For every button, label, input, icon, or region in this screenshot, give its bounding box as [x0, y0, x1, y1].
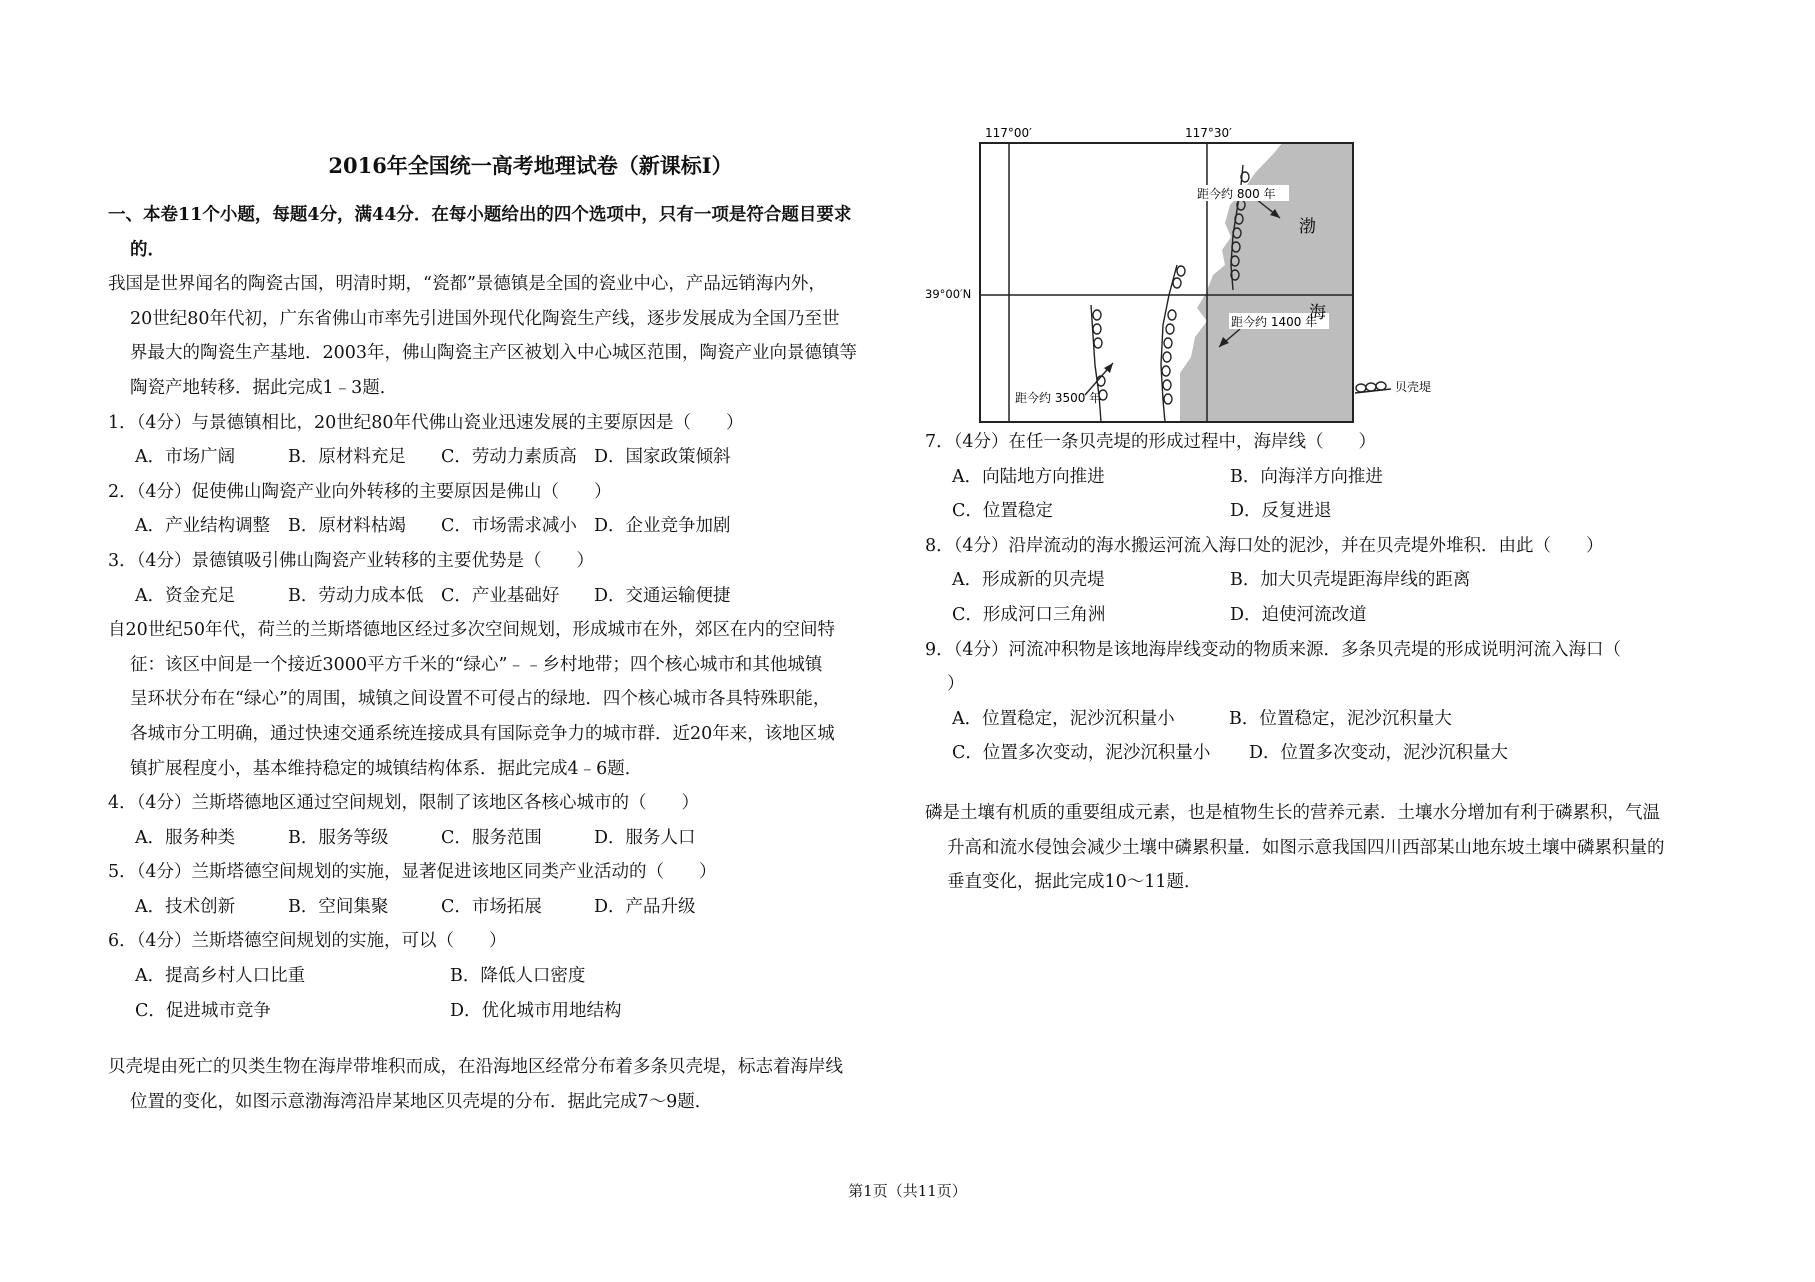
label-800: 距今约 800 年	[1197, 187, 1276, 201]
question-stem: 6．（4分）兰斯塔德空间规划的实施，可以（ ）	[108, 931, 507, 952]
option-c: C．市场需求减小	[441, 516, 577, 537]
option-d: D．产品升级	[594, 896, 696, 917]
option-c: C．形成河口三角洲	[952, 604, 1106, 625]
option-a: A．资金充足	[135, 585, 236, 606]
option-b: B．服务等级	[288, 827, 389, 848]
legend-shell	[1356, 384, 1366, 392]
passage-line: 垂直变化，据此完成10～11题．	[947, 872, 1202, 893]
question-8	[925, 529, 1730, 633]
question-6	[108, 924, 913, 1028]
option-c: C．促进城市竞争	[135, 1000, 271, 1021]
right-column	[925, 125, 1730, 900]
option-d: D．反复进退	[1230, 501, 1332, 522]
question-stem: 4．（4分）兰斯塔德地区通过空间规划，限制了该地区各核心城市的（ ）	[108, 793, 700, 814]
shell-ridge-map	[925, 125, 1432, 425]
ridge-1400-shell	[1162, 366, 1170, 376]
question-stem: 9．（4分）河流冲积物是该地海岸线变动的物质来源．多条贝壳堤的形成说明河流入海口（	[925, 639, 1622, 660]
option-c: C．市场拓展	[441, 896, 542, 917]
option-b: B．位置稳定，泥沙沉积量大	[1229, 708, 1452, 729]
legend-shell	[1366, 383, 1376, 391]
passage-line: 升高和流水侵蚀会减少土壤中磷累积量．如图示意我国四川西部某山地东坡土壤中磷累积量的	[947, 837, 1665, 858]
question-stem-cont: ）	[947, 674, 965, 695]
legend-symbol	[1355, 382, 1391, 393]
passage-line: 自20世纪50年代，荷兰的兰斯塔德地区经过多次空间规划，形成城市在外，郊区在内的空间特	[108, 620, 836, 641]
question-9	[925, 633, 1730, 771]
question-1	[108, 406, 913, 475]
option-c: C．位置稳定	[952, 501, 1053, 522]
passage-line: 我国是世界闻名的陶瓷古国，明清时期，“瓷都”景德镇是全国的瓷业中心，产品远销海内外，	[108, 274, 826, 295]
passage-2	[108, 613, 913, 786]
option-b: B．降低人口密度	[450, 966, 586, 987]
ridge-3500-shell	[1093, 324, 1101, 334]
ridge-1400-shell	[1173, 278, 1181, 288]
option-b: B．向海洋方向推进	[1230, 466, 1383, 487]
label-3500: 距今约 3500 年	[1015, 391, 1102, 405]
question-stem: 2．（4分）促使佛山陶瓷产业向外转移的主要原因是佛山（ ）	[108, 481, 612, 502]
passage-line: 20世纪80年代初，广东省佛山市率先引进国外现代化陶瓷生产线，逐步发展成为全国乃至世	[130, 308, 840, 329]
option-d: D．优化城市用地结构	[450, 1000, 622, 1021]
question-stem: 3．（4分）景德镇吸引佛山陶瓷产业转移的主要优势是（ ）	[108, 550, 595, 571]
option-c: C．服务范围	[441, 827, 542, 848]
sea-area	[1180, 143, 1353, 422]
ridge-3500-shell	[1094, 338, 1102, 348]
question-7	[925, 425, 1730, 529]
ridge-3500-shell	[1093, 310, 1101, 320]
option-b: B．原材料枯竭	[288, 516, 406, 537]
option-d: D．企业竞争加剧	[594, 516, 731, 537]
page-footer: 第1页（共11页）	[848, 1182, 967, 1200]
option-c: C．产业基础好	[441, 585, 560, 606]
option-b: B．原材料充足	[288, 447, 406, 468]
passage-line: 磷是土壤有机质的重要组成元素，也是植物生长的营养元素．土壤水分增加有利于磷累积，气温	[925, 802, 1660, 823]
lat-label: 39°00′N	[925, 287, 972, 301]
lon-label-2: 117°30′	[1185, 126, 1232, 140]
passage-line: 贝壳堤由死亡的贝类生物在海岸带堆积而成，在沿海地区经常分布着多条贝壳堤，标志着海岸线	[108, 1057, 843, 1078]
label-1400: 距今约 1400 年	[1231, 315, 1318, 329]
ridge-1400-shell	[1164, 338, 1172, 348]
option-a: A．服务种类	[135, 827, 236, 848]
question-3	[108, 544, 913, 613]
ridge-1400-shell	[1166, 324, 1174, 334]
ridge-1400-shell	[1168, 310, 1176, 320]
ridge-1400-shell	[1163, 380, 1171, 390]
question-stem: 7．（4分）在任一条贝壳堤的形成过程中，海岸线（ ）	[925, 432, 1377, 452]
sea-label-2: 海	[1309, 303, 1326, 323]
option-d: D．位置多次变动，泥沙沉积量大	[1249, 743, 1509, 764]
question-5	[108, 855, 913, 924]
option-a: A．技术创新	[135, 896, 236, 917]
option-d: D．国家政策倾斜	[594, 447, 731, 468]
ridge-1400-shell	[1177, 266, 1185, 276]
page-title: 2016年全国统一高考地理试卷（新课标Ⅰ）	[328, 153, 733, 178]
passage-line: 位置的变化，如图示意渤海湾沿岸某地区贝壳堤的分布．据此完成7～9题．	[130, 1091, 713, 1112]
map-figure	[925, 125, 1445, 430]
option-d: D．迫使河流改道	[1230, 604, 1367, 625]
passage-line: 各城市分工明确，通过快速交通系统连接成具有国际竞争力的城市群．近20年来，该地区城	[130, 723, 835, 744]
left-column	[108, 150, 913, 1119]
passage-line: 呈环状分布在“绿心”的周围，城镇之间设置不可侵占的绿地．四个核心城市各具特殊职能，	[130, 689, 831, 710]
option-d: D．服务人口	[594, 827, 696, 848]
passage-line: 陶瓷产地转移．据此完成1﹣3题．	[130, 377, 398, 398]
passage-line: 征：该区中间是一个接近3000平方千米的“绿心”﹣﹣乡村地带；四个核心城市和其他城镇	[130, 654, 823, 675]
option-a: A．市场广阔	[135, 447, 236, 468]
question-stem: 1．（4分）与景德镇相比，20世纪80年代佛山瓷业迅速发展的主要原因是（ ）	[108, 412, 744, 433]
option-c: C．位置多次变动，泥沙沉积量小	[952, 743, 1211, 764]
option-a: A．向陆地方向推进	[952, 466, 1105, 487]
lon-label-1: 117°00′	[985, 126, 1032, 140]
section-header-line: 一、本卷11个小题，每题4分，满44分．在每小题给出的四个选项中，只有一项是符合题目要求	[108, 205, 852, 225]
ridge-1400-shell	[1163, 352, 1171, 362]
passage-line: 界最大的陶瓷生产基地．2003年，佛山陶瓷主产区被划入中心城区范围，陶瓷产业向景德镇等	[130, 343, 858, 364]
passage-4	[925, 796, 1730, 900]
section-header-line: 的．	[130, 239, 165, 260]
question-2	[108, 475, 913, 544]
ridge-1400-shell	[1164, 394, 1172, 404]
option-b: B．空间集聚	[288, 896, 389, 917]
option-b: B．劳动力成本低	[288, 585, 424, 606]
sea-label-1: 渤	[1299, 217, 1316, 237]
section-header	[108, 198, 913, 267]
option-a: A．提高乡村人口比重	[135, 966, 306, 987]
option-a: A．位置稳定，泥沙沉积量小	[952, 708, 1175, 729]
passage-1	[108, 267, 913, 405]
question-stem: 8．（4分）沿岸流动的海水搬运河流入海口处的泥沙，并在贝壳堤外堆积．由此（ ）	[925, 535, 1604, 556]
option-a: A．形成新的贝壳堤	[952, 570, 1105, 591]
passage-line: 镇扩展程度小，基本维持稳定的城镇结构体系．据此完成4﹣6题．	[130, 758, 643, 779]
passage-3	[108, 1050, 913, 1119]
option-a: A．产业结构调整	[135, 516, 271, 537]
question-stem: 5．（4分）兰斯塔德空间规划的实施，显著促进该地区同类产业活动的（ ）	[108, 862, 717, 883]
option-c: C．劳动力素质高	[441, 447, 577, 468]
legend-shell	[1376, 382, 1386, 390]
option-d: D．交通运输便捷	[594, 585, 731, 606]
option-b: B．加大贝壳堤距海岸线的距离	[1230, 570, 1471, 591]
legend-label: 贝壳堤	[1395, 380, 1432, 394]
question-4	[108, 786, 913, 855]
